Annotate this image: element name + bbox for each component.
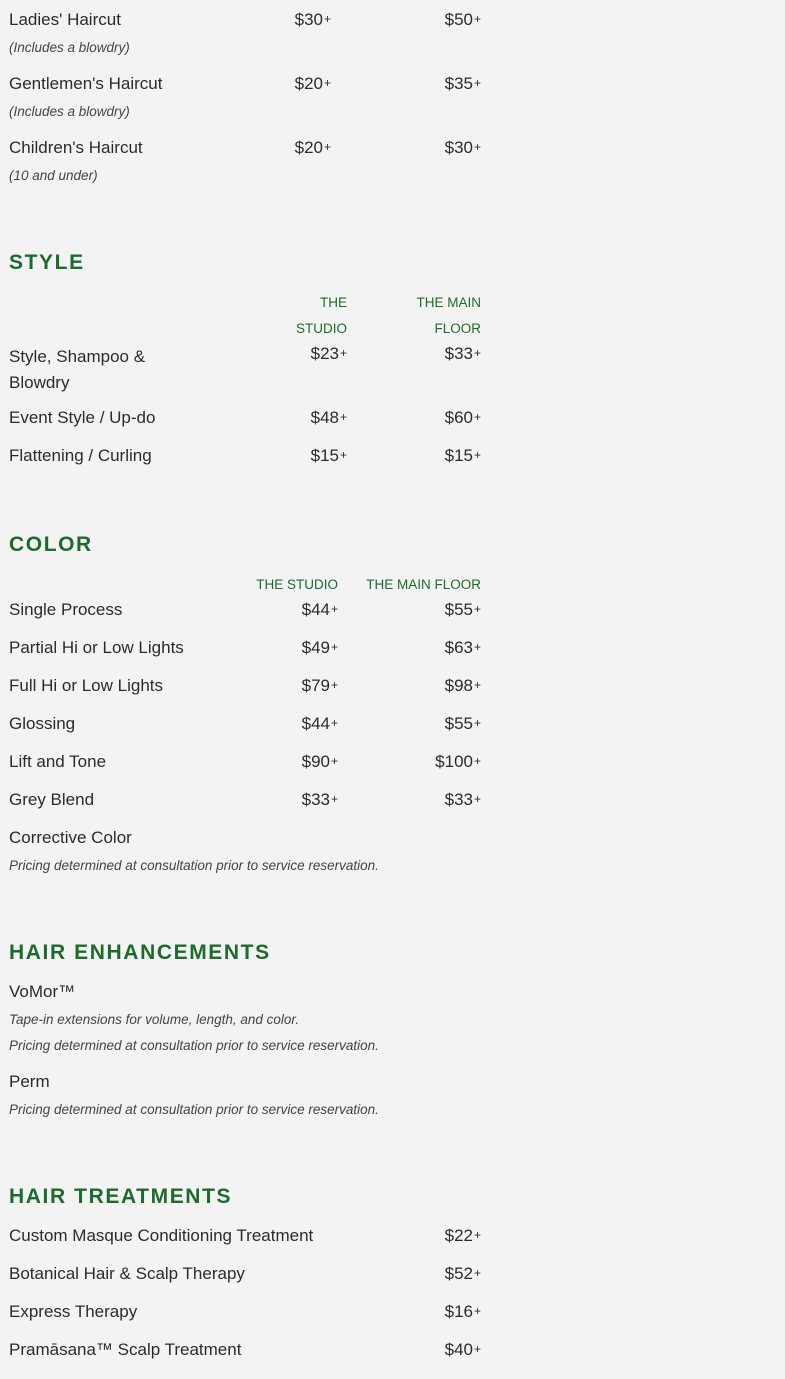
column-header-studio: THE STUDIO [256,577,338,592]
service-name: Perm [9,1072,50,1091]
main-floor-price: $33+ [444,344,481,363]
service-note: Pricing determined at consultation prior to service reservation. [9,1102,379,1117]
main-floor-price: $55+ [444,714,481,733]
studio-price: $15+ [310,446,347,465]
main-floor-price: $15+ [444,446,481,465]
studio-price: $20+ [294,74,331,93]
studio-price: $49+ [301,638,338,657]
service-price: $40+ [444,1340,481,1359]
column-header-main-floor: THE MAIN FLOOR [416,295,481,336]
service-name: VoMor™ [9,982,76,1001]
service-note: (Includes a blowdry) [9,40,130,55]
service-name: Lift and Tone [9,752,107,771]
main-floor-price: $55+ [444,600,481,619]
studio-price: $79+ [301,676,338,695]
main-floor-price: $100+ [435,752,481,771]
studio-price: $44+ [301,600,338,619]
main-floor-price: $63+ [444,638,481,657]
studio-price: $30+ [294,10,331,29]
service-name: Partial Hi or Low Lights [9,638,184,657]
service-name: Custom Masque Conditioning Treatment [9,1226,314,1245]
section-title-hair-enhancements: HAIR ENHANCEMENTS [9,941,271,964]
service-name: Style, Shampoo & Blowdry [9,347,146,392]
main-floor-price: $30+ [444,138,481,157]
service-name: Botanical Hair & Scalp Therapy [9,1264,245,1283]
service-name: Single Process [9,600,123,619]
service-note: (Includes a blowdry) [9,104,130,119]
service-name: Corrective Color [9,828,132,847]
service-name: Grey Blend [9,790,95,809]
studio-price: $33+ [301,790,338,809]
studio-price: $23+ [310,344,347,363]
service-note: Pricing determined at consultation prior to service reservation. [9,858,379,873]
studio-price: $20+ [294,138,331,157]
studio-price: $44+ [301,714,338,733]
service-name: Event Style / Up-do [9,408,156,427]
main-floor-price: $33+ [444,790,481,809]
service-name: Full Hi or Low Lights [9,676,164,695]
service-name: Flattening / Curling [9,446,152,465]
column-header-studio: THE STUDIO [295,295,347,336]
service-name: Pramāsana™ Scalp Treatment [9,1340,242,1359]
service-note: (10 and under) [9,168,98,183]
service-name: Children's Haircut [9,138,143,157]
studio-price: $48+ [310,408,347,427]
service-price: $52+ [444,1264,481,1283]
service-name: Express Therapy [9,1302,138,1321]
service-note: Pricing determined at consultation prior to service reservation. [9,1038,379,1053]
main-floor-price: $50+ [444,10,481,29]
section-title-hair-treatments: HAIR TREATMENTS [9,1185,233,1208]
main-floor-price: $98+ [444,676,481,695]
main-floor-price: $35+ [444,74,481,93]
service-note: Tape-in extensions for volume, length, and color. [9,1012,300,1027]
column-header-main-floor: THE MAIN FLOOR [366,577,481,592]
section-title-style: STYLE [9,251,85,274]
service-name: Glossing [9,714,76,733]
service-name: Ladies' Haircut [9,10,121,29]
service-price: $22+ [444,1226,481,1245]
service-name: Gentlemen's Haircut [9,74,163,93]
studio-price: $90+ [301,752,338,771]
service-price: $16+ [444,1302,481,1321]
section-title-color: COLOR [9,533,93,556]
main-floor-price: $60+ [444,408,481,427]
